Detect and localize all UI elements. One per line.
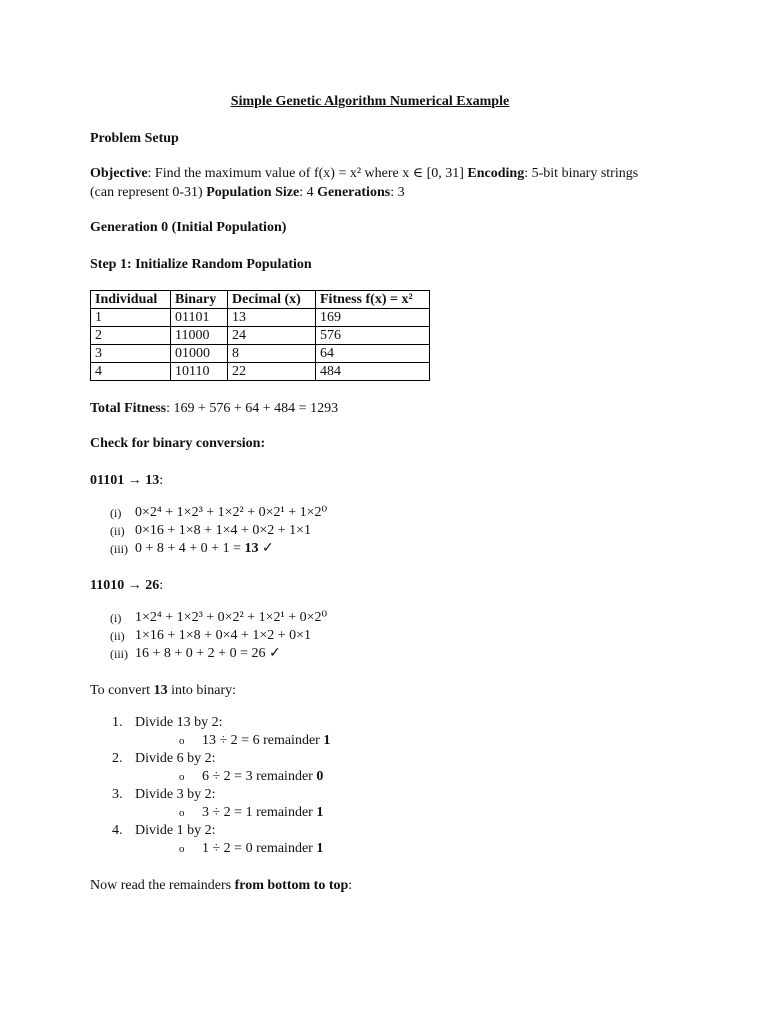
list-item-text: 1×16 + 1×8 + 0×4 + 1×2 + 0×1 bbox=[135, 628, 312, 643]
table-cell: 01000 bbox=[171, 345, 228, 363]
final-post: : bbox=[348, 878, 353, 893]
table-cell: 11000 bbox=[171, 327, 228, 345]
total-fitness-label: Total Fitness bbox=[90, 401, 167, 416]
list-item-text: 16 + 8 + 0 + 2 + 0 = 26 ✓ bbox=[135, 646, 281, 661]
table-cell: 3 bbox=[91, 345, 171, 363]
sub-bullet: o bbox=[179, 807, 185, 819]
remainder: 0 bbox=[316, 769, 324, 784]
table-cell: 13 bbox=[228, 309, 316, 327]
population-table bbox=[90, 290, 430, 381]
sub-bullet: o bbox=[179, 735, 185, 747]
table-header-cell: Individual bbox=[91, 291, 171, 309]
step-text: Divide 6 by 2: bbox=[135, 751, 216, 766]
sub-text: 6 ÷ 2 = 3 remainder bbox=[202, 769, 317, 784]
step-text: Divide 13 by 2: bbox=[135, 715, 223, 730]
encoding-text: : 5-bit binary strings (can represent 0-31) bbox=[90, 166, 639, 200]
table-cell: 484 bbox=[316, 363, 430, 381]
sub-item bbox=[112, 804, 650, 822]
convert-pre: To convert bbox=[90, 683, 154, 698]
final-emphasis: from bottom to top bbox=[234, 878, 349, 893]
final-instruction bbox=[90, 876, 650, 895]
check-mark: ✓ bbox=[258, 541, 274, 556]
check1-heading bbox=[90, 471, 650, 490]
step-number: 1. bbox=[112, 715, 123, 730]
total-fitness bbox=[90, 399, 650, 418]
sub-item bbox=[112, 768, 650, 786]
encoding-label: Encoding bbox=[467, 166, 525, 181]
list-item-label: (i) bbox=[110, 506, 122, 520]
table-row bbox=[91, 309, 430, 327]
table-cell: 8 bbox=[228, 345, 316, 363]
list-item bbox=[110, 504, 650, 522]
convert-intro bbox=[90, 681, 650, 700]
table-cell: 10110 bbox=[171, 363, 228, 381]
objective-label: Objective bbox=[90, 166, 148, 181]
generations-label: Generations bbox=[317, 185, 391, 200]
generation-heading: Generation 0 (Initial Population) bbox=[90, 220, 287, 235]
population-text: : 4 bbox=[299, 185, 318, 200]
table-cell: 1 bbox=[91, 309, 171, 327]
table-cell: 169 bbox=[316, 309, 430, 327]
total-fitness-text: : 169 + 576 + 64 + 484 = 1293 bbox=[166, 401, 339, 416]
step-number: 4. bbox=[112, 823, 123, 838]
check2-list bbox=[90, 609, 650, 663]
step-text: Divide 3 by 2: bbox=[135, 787, 216, 802]
list-item-label: (ii) bbox=[110, 524, 125, 538]
list-item bbox=[110, 627, 650, 645]
remainder: 1 bbox=[316, 805, 324, 820]
table-row bbox=[91, 363, 430, 381]
population-label: Population Size bbox=[206, 185, 300, 200]
table-cell: 22 bbox=[228, 363, 316, 381]
sub-item bbox=[112, 840, 650, 858]
generations-text: : 3 bbox=[390, 185, 405, 200]
setup-paragraph bbox=[90, 164, 650, 202]
problem-setup-heading: Problem Setup bbox=[90, 131, 179, 146]
convert-number: 13 bbox=[153, 683, 168, 698]
division-steps bbox=[90, 714, 650, 858]
list-item-label: (i) bbox=[110, 611, 122, 625]
final-pre: Now read the remainders bbox=[90, 878, 235, 893]
table-header-cell: Fitness f(x) = x² bbox=[316, 291, 430, 309]
sub-text: 13 ÷ 2 = 6 remainder bbox=[202, 733, 324, 748]
table-row bbox=[91, 345, 430, 363]
sub-bullet: o bbox=[179, 843, 185, 855]
list-item-text: 1×2⁴ + 1×2³ + 0×2² + 1×2¹ + 0×2⁰ bbox=[135, 610, 328, 625]
list-item-label: (iii) bbox=[110, 542, 128, 556]
sub-bullet: o bbox=[179, 771, 185, 783]
sub-item bbox=[112, 732, 650, 750]
check1-colon: : bbox=[159, 473, 164, 488]
list-item bbox=[112, 714, 650, 732]
list-item-text: 0 + 8 + 4 + 0 + 1 = bbox=[135, 541, 245, 556]
step-number: 3. bbox=[112, 787, 123, 802]
check1-list bbox=[90, 504, 650, 558]
list-item-label: (iii) bbox=[110, 647, 128, 661]
list-item bbox=[110, 645, 650, 663]
convert-post: into binary: bbox=[167, 683, 236, 698]
list-item-label: (ii) bbox=[110, 629, 125, 643]
table-cell: 2 bbox=[91, 327, 171, 345]
list-item bbox=[112, 786, 650, 804]
remainder: 1 bbox=[323, 733, 331, 748]
list-item-text: 0×2⁴ + 1×2³ + 1×2² + 0×2¹ + 1×2⁰ bbox=[135, 505, 328, 520]
check2-title: 11010 → 26 bbox=[90, 578, 160, 593]
list-item bbox=[110, 540, 650, 558]
table-header-cell: Decimal (x) bbox=[228, 291, 316, 309]
table-header-row bbox=[91, 291, 430, 309]
table-cell: 576 bbox=[316, 327, 430, 345]
list-item-result: 13 bbox=[244, 541, 259, 556]
table-cell: 64 bbox=[316, 345, 430, 363]
check-heading: Check for binary conversion: bbox=[90, 436, 266, 451]
step-number: 2. bbox=[112, 751, 123, 766]
list-item bbox=[112, 822, 650, 840]
table-cell: 4 bbox=[91, 363, 171, 381]
table-cell: 24 bbox=[228, 327, 316, 345]
table-header-cell: Binary bbox=[171, 291, 228, 309]
document-title: Simple Genetic Algorithm Numerical Example bbox=[230, 94, 510, 109]
sub-text: 1 ÷ 2 = 0 remainder bbox=[202, 841, 317, 856]
check1-title: 01101 → 13 bbox=[90, 473, 160, 488]
check2-heading bbox=[90, 576, 650, 595]
step-text: Divide 1 by 2: bbox=[135, 823, 216, 838]
remainder: 1 bbox=[316, 841, 324, 856]
list-item bbox=[112, 750, 650, 768]
step1-heading: Step 1: Initialize Random Population bbox=[90, 257, 312, 272]
document-page bbox=[90, 93, 650, 895]
objective-text: : Find the maximum value of f(x) = x² where x ∈ [0, 31] bbox=[147, 166, 468, 181]
list-item bbox=[110, 609, 650, 627]
sub-text: 3 ÷ 2 = 1 remainder bbox=[202, 805, 317, 820]
table-row bbox=[91, 327, 430, 345]
table-cell: 01101 bbox=[171, 309, 228, 327]
check2-colon: : bbox=[159, 578, 164, 593]
list-item-text: 0×16 + 1×8 + 1×4 + 0×2 + 1×1 bbox=[135, 523, 312, 538]
list-item bbox=[110, 522, 650, 540]
